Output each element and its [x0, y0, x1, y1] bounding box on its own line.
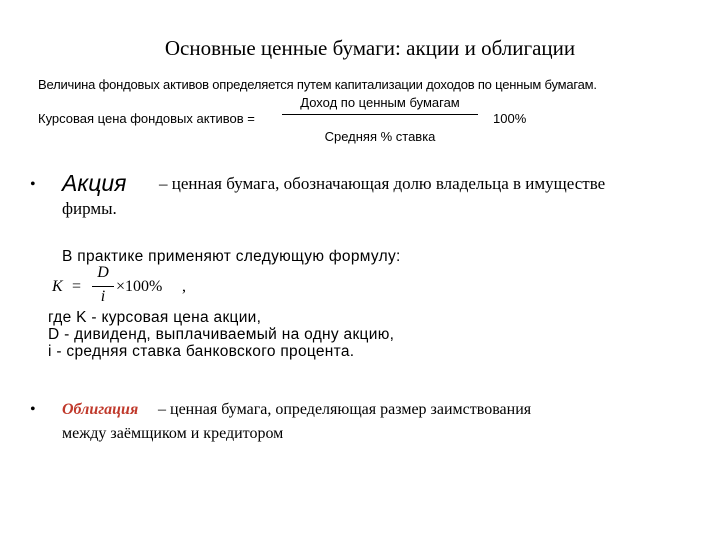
formula-comma: ,	[182, 278, 186, 295]
practice-heading: В практике применяют следующую формулу:	[62, 248, 401, 265]
bond-definition: – ценная бумага, определяющая размер заимствования	[158, 401, 532, 418]
bullet-marker: •	[30, 176, 36, 193]
bullet-marker: •	[30, 401, 36, 418]
fraction-bar	[282, 114, 478, 115]
formula-denominator: Средняя % ставка	[324, 129, 436, 144]
definition-k: где K - курсовая цена акции,	[48, 309, 262, 326]
capitalization-intro-text: Величина фондовых активов определяется путем капитализации доходов по ценным бумагам.	[38, 77, 597, 92]
formula-k-symbol: K	[52, 278, 63, 295]
bond-term: Облигация	[62, 401, 139, 418]
stock-term: Акция	[62, 170, 127, 196]
price-formula	[52, 264, 202, 308]
definition-i: i - средняя ставка банковского процента.	[48, 343, 355, 360]
formula-fraction-bar	[92, 286, 114, 287]
formula-numerator: Доход по ценным бумагам	[300, 95, 460, 110]
formula-i-symbol: i	[100, 288, 106, 305]
bond-definition-continued: между заёмщиком и кредитором	[62, 425, 284, 442]
formula-d-symbol: D	[97, 264, 109, 281]
slide-title: Основные ценные бумаги: акции и облигации	[164, 36, 576, 60]
definition-d: D - дивиденд, выплачиваемый на одну акцию,	[48, 326, 395, 343]
formula-percent-multiplier: ×100%	[116, 278, 163, 295]
stock-definition-continued: фирмы.	[62, 199, 117, 218]
stock-definition: – ценная бумага, обозначающая долю владельца в имуществе	[159, 174, 606, 193]
formula-lhs-label: Курсовая цена фондовых активов =	[38, 111, 255, 126]
formula-equals-sign: =	[72, 278, 82, 295]
formula-multiplier: 100%	[493, 111, 527, 126]
